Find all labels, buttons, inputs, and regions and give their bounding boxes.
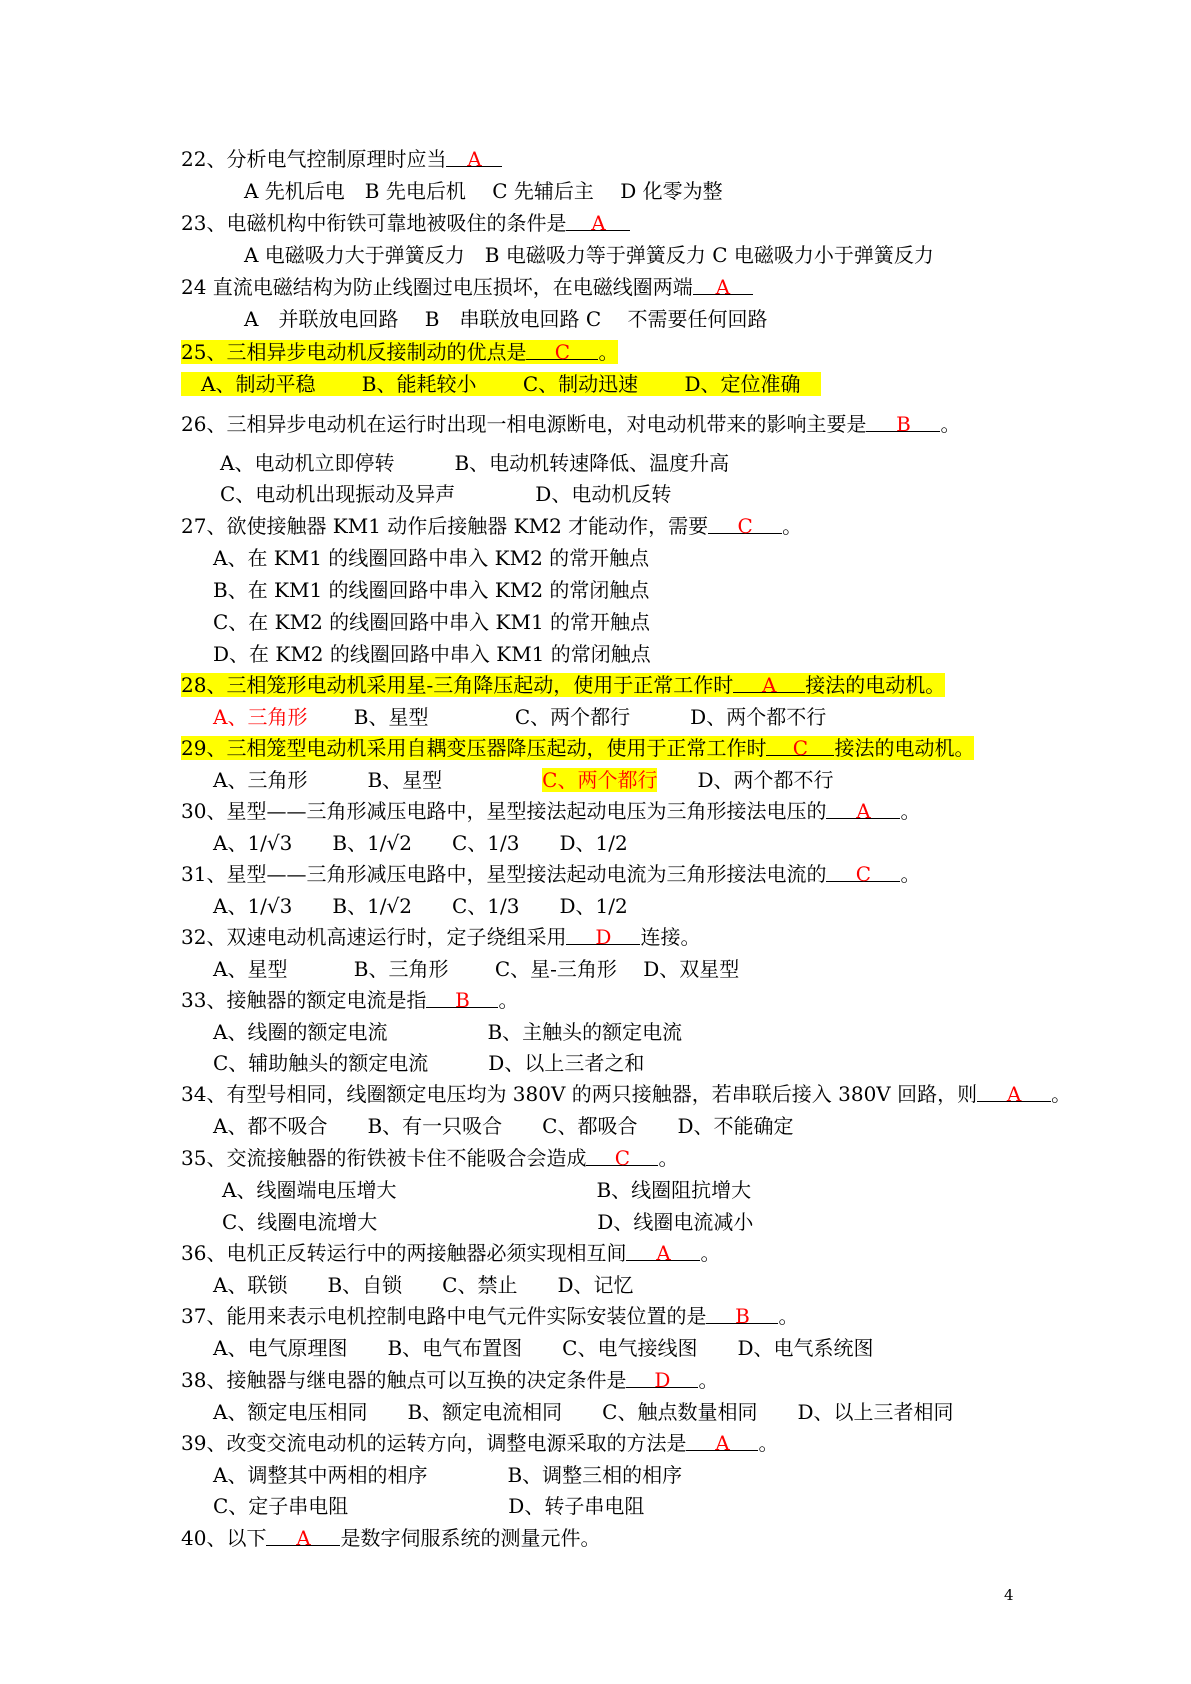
question-37: 37、能用来表示电机控制电路中电气元件实际安装位置的是 B 。 (181, 1304, 799, 1328)
answer-30: A (856, 799, 871, 823)
question-38: 38、接触器与继电器的触点可以互换的决定条件是 D 。 (181, 1368, 719, 1392)
options-31: A、1/√3 B、1/√2 C、1/3 D、1/2 (213, 894, 628, 918)
answer-26: B (896, 412, 911, 436)
question-31: 31、星型——三角形减压电路中，星型接法起动电流为三角形接法电流的 C 。 (181, 862, 921, 886)
question-27: 27、欲使接触器 KM1 动作后接触器 KM2 才能动作，需要 C 。 (181, 514, 803, 538)
options-26-line1: A、电动机立即停转 B、电动机转速降低、温度升高 (220, 451, 730, 475)
answer-31: C (855, 862, 872, 886)
question-26: 26、三相异步电动机在运行时出现一相电源断电，对电动机带来的影响主要是 B 。 (181, 412, 961, 436)
answer-24: A (715, 275, 731, 299)
answer-36: A (656, 1241, 671, 1265)
options-36: A、联锁 B、自锁 C、禁止 D、记忆 (213, 1273, 634, 1297)
question-33: 33、接触器的额定电流是指 B 。 (181, 988, 519, 1012)
options-23: A 电磁吸力大于弹簧反力 B 电磁吸力等于弹簧反力 C 电磁吸力小于弹簧反力 (244, 243, 934, 267)
options-26-line2: C、电动机出现振动及异声 D、电动机反转 (220, 482, 672, 506)
options-29: A、三角形 B、星型 C、两个都行 D、两个都不行 (213, 768, 834, 792)
options-33-line2: C、辅助触头的额定电流 D、以上三者之和 (213, 1051, 645, 1075)
question-34: 34、有型号相同，线圈额定电压均为 380V 的两只接触器，若串联后接入 380V 回路，则 A 。 (181, 1082, 1072, 1106)
options-22: A 先机后电 B 先电后机 C 先辅后主 D 化零为整 (244, 179, 723, 203)
question-40: 40、以下 A 是数字伺服系统的测量元件。 (181, 1526, 601, 1550)
options-33-line1: A、线圈的额定电流 B、主触头的额定电流 (213, 1020, 683, 1044)
answer-33: B (455, 988, 470, 1012)
question-25: 25、三相异步电动机反接制动的优点是 C 。 (181, 340, 619, 364)
options-32: A、星型 B、三角形 C、星-三角形 D、双星型 (213, 957, 740, 981)
question-23: 23、电磁机构中衔铁可靠地被吸住的条件是 A (181, 210, 630, 236)
question-39: 39、改变交流电动机的运转方向，调整电源采取的方法是 A 。 (181, 1431, 779, 1455)
answer-37: B (735, 1304, 750, 1328)
options-34: A、都不吸合 B、有一只吸合 C、都吸合 D、不能确定 (213, 1114, 794, 1138)
answer-38: D (654, 1368, 671, 1392)
option-29-c-correct: C、两个都行 (542, 768, 658, 792)
page-number: 4 (1004, 1586, 1014, 1604)
question-24: 24 直流电磁结构为防止线圈过电压损坏，在电磁线圈两端 A (181, 274, 753, 300)
options-30: A、1/√3 B、1/√2 C、1/3 D、1/2 (213, 831, 628, 855)
question-29: 29、三相笼型电动机采用自耦变压器降压起动，使用于正常工作时 C 接法的电动机。 (181, 736, 975, 760)
options-38: A、额定电压相同 B、额定电流相同 C、触点数量相同 D、以上三者相同 (213, 1400, 954, 1424)
options-39-line2: C、定子串电阻 D、转子串电阻 (213, 1494, 645, 1518)
question-22: 22、分析电气控制原理时应当 A (181, 146, 502, 172)
option-27-d: D、在 KM2 的线圈回路中串入 KM1 的常闭触点 (213, 642, 651, 666)
answer-34: A (1006, 1082, 1022, 1106)
answer-27: C (737, 514, 753, 538)
question-35: 35、交流接触器的衔铁被卡住不能吸合会造成 C 。 (181, 1146, 679, 1170)
option-27-b: B、在 KM1 的线圈回路中串入 KM2 的常闭触点 (213, 578, 650, 602)
answer-28: A (761, 673, 777, 697)
option-27-c: C、在 KM2 的线圈回路中串入 KM1 的常开触点 (213, 610, 651, 634)
options-28: A、三角形 B、星型 C、两个都行 D、两个都不行 (213, 705, 827, 729)
options-37: A、电气原理图 B、电气布置图 C、电气接线图 D、电气系统图 (213, 1336, 874, 1360)
options-39-line1: A、调整其中两相的相序 B、调整三相的相序 (213, 1463, 683, 1487)
question-36: 36、电机正反转运行中的两接触器必须实现相互间 A 。 (181, 1241, 721, 1265)
answer-35: C (614, 1146, 631, 1170)
answer-32: D (595, 925, 612, 949)
answer-29: C (792, 736, 809, 760)
answer-22: A (467, 147, 482, 171)
answer-23: A (591, 211, 606, 235)
question-28: 28、三相笼形电动机采用星-三角降压起动，使用于正常工作时 A 接法的电动机。 (181, 673, 946, 697)
option-28-a-correct: A、三角形 (213, 705, 308, 729)
answer-40: A (296, 1526, 311, 1550)
question-32: 32、双速电动机高速运行时，定子绕组采用 D 连接。 (181, 925, 701, 949)
option-27-a: A、在 KM1 的线圈回路中串入 KM2 的常开触点 (213, 546, 650, 570)
options-25: A、制动平稳 B、能耗较小 C、制动迅速 D、定位准确 (181, 371, 821, 397)
answer-39: A (715, 1431, 730, 1455)
options-24: A 并联放电回路 B 串联放电回路 C 不需要任何回路 (244, 307, 768, 331)
question-30: 30、星型——三角形减压电路中，星型接法起动电压为三角形接法电压的 A 。 (181, 799, 921, 823)
answer-25: C (554, 340, 571, 364)
options-35-line2: C、线圈电流增大 D、线圈电流减小 (222, 1210, 754, 1234)
options-35-line1: A、线圈端电压增大 B、线圈阻抗增大 (222, 1178, 752, 1202)
